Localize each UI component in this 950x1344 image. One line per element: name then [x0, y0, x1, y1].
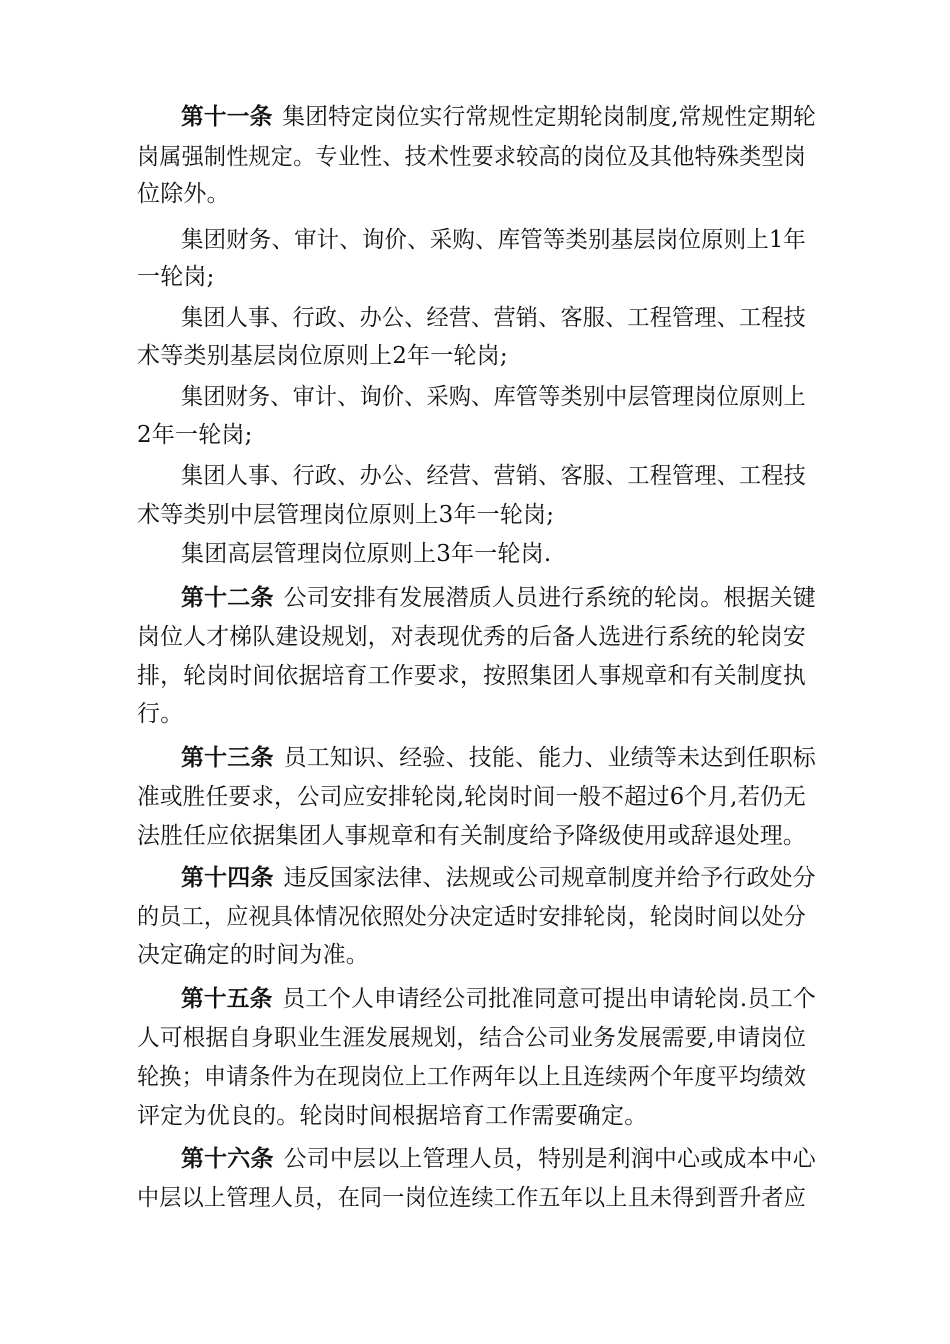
- paragraph-text: 2年一轮岗;: [137, 422, 253, 448]
- clause-line: [0, 341, 950, 371]
- paragraph-text: 排，轮岗时间依据培育工作要求，按照集团人事规章和有关制度执: [137, 663, 806, 689]
- paragraph-text: 行。: [137, 701, 184, 727]
- paragraph-text: 准或胜任要求，公司应安排轮岗,轮岗时间一般不超过6个月,若仍无: [137, 784, 807, 810]
- article-15-line-1: [3, 984, 940, 1014]
- article-number: 第十三条: [181, 744, 274, 771]
- paragraph-line: [0, 699, 950, 729]
- clause-line: [5, 225, 931, 255]
- paragraph-text: 术等类别中层管理岗位原则上3年一轮岗;: [137, 502, 555, 528]
- article-number: 第十五条: [181, 985, 273, 1012]
- article-number: 第十一条: [181, 103, 273, 130]
- paragraph-text: 人可根据自身职业生涯发展规划，结合公司业务发展需要,申请岗位: [137, 1025, 807, 1051]
- article-12-line-1: [0, 583, 948, 613]
- paragraph-text: 违反国家法律、法规或公司规章制度并给予行政处分: [283, 865, 816, 891]
- paragraph-text: 法胜任应依据集团人事规章和有关制度给予降级使用或辞退处理。: [137, 823, 806, 849]
- clause-line: [0, 539, 950, 569]
- paragraph-text: 轮换；申请条件为在现岗位上工作两年以上且连续两个年度平均绩效: [137, 1064, 806, 1090]
- paragraph-text: 术等类别基层岗位原则上2年一轮岗;: [137, 343, 508, 369]
- paragraph-text: 位除外。: [137, 181, 230, 207]
- paragraph-text: 集团高层管理岗位原则上3年一轮岗.: [181, 541, 552, 567]
- paragraph-text: 集团特定岗位实行常规性定期轮岗制度,常规性定期轮: [282, 104, 816, 130]
- clause-line: [0, 262, 950, 292]
- paragraph-text: 一轮岗;: [137, 264, 215, 290]
- clause-line: [7, 461, 921, 491]
- paragraph-text: 员工个人申请经公司批准同意可提出申请轮岗.员工个: [282, 986, 816, 1012]
- paragraph-text: 的员工，应视具体情况依照处分决定适时安排轮岗，轮岗时间以处分: [137, 904, 806, 930]
- article-11-line-2: [5, 142, 918, 172]
- clause-line: [0, 500, 950, 530]
- clause-line: [0, 420, 950, 450]
- article-14-line-1: [0, 863, 948, 893]
- paragraph-line: [5, 1062, 918, 1092]
- paragraph-line: [1, 622, 946, 652]
- paragraph-text: 集团人事、行政、办公、经营、营销、客服、工程管理、工程技: [181, 305, 806, 331]
- article-number: 第十四条: [181, 864, 274, 891]
- article-11-line-3: [0, 179, 950, 209]
- paragraph-line: [1, 661, 946, 691]
- clause-line: [7, 382, 921, 412]
- paragraph-text: 集团财务、审计、询价、采购、库管等类别中层管理岗位原则上: [181, 384, 806, 410]
- paragraph-text: 公司中层以上管理人员，特别是利润中心或成本中心: [283, 1146, 816, 1172]
- article-number: 第十六条: [181, 1145, 274, 1172]
- clause-line: [7, 303, 921, 333]
- paragraph-line: [5, 902, 918, 932]
- paragraph-line: [5, 1183, 918, 1213]
- paragraph-line: [2, 1023, 936, 1053]
- paragraph-text: 岗位人才梯队建设规划，对表现优秀的后备人选进行系统的轮岗安: [137, 624, 806, 650]
- paragraph-line: [0, 940, 950, 970]
- paragraph-line: [0, 1101, 950, 1131]
- paragraph-line: [2, 782, 937, 812]
- paragraph-text: 集团人事、行政、办公、经营、营销、客服、工程管理、工程技: [181, 463, 806, 489]
- paragraph-text: 集团财务、审计、询价、采购、库管等类别基层岗位原则上1年: [181, 227, 807, 253]
- article-number: 第十二条: [181, 584, 274, 611]
- paragraph-text: 中层以上管理人员，在同一岗位连续工作五年以上且未得到晋升者应: [137, 1185, 806, 1211]
- article-13-line-1: [0, 743, 948, 773]
- paragraph-text: 评定为优良的。轮岗时间根据培育工作需要确定。: [137, 1103, 648, 1129]
- paragraph-text: 员工知识、经验、技能、能力、业绩等未达到任职标: [283, 745, 816, 771]
- paragraph-line: [1, 821, 946, 851]
- paragraph-text: 岗属强制性规定。专业性、技术性要求较高的岗位及其他特殊类型岗: [137, 144, 806, 170]
- paragraph-text: 决定确定的时间为准。: [137, 942, 369, 968]
- article-16-line-1: [0, 1144, 948, 1174]
- article-11-line-1: [3, 102, 940, 132]
- paragraph-text: 公司安排有发展潜质人员进行系统的轮岗。根据关键: [283, 585, 816, 611]
